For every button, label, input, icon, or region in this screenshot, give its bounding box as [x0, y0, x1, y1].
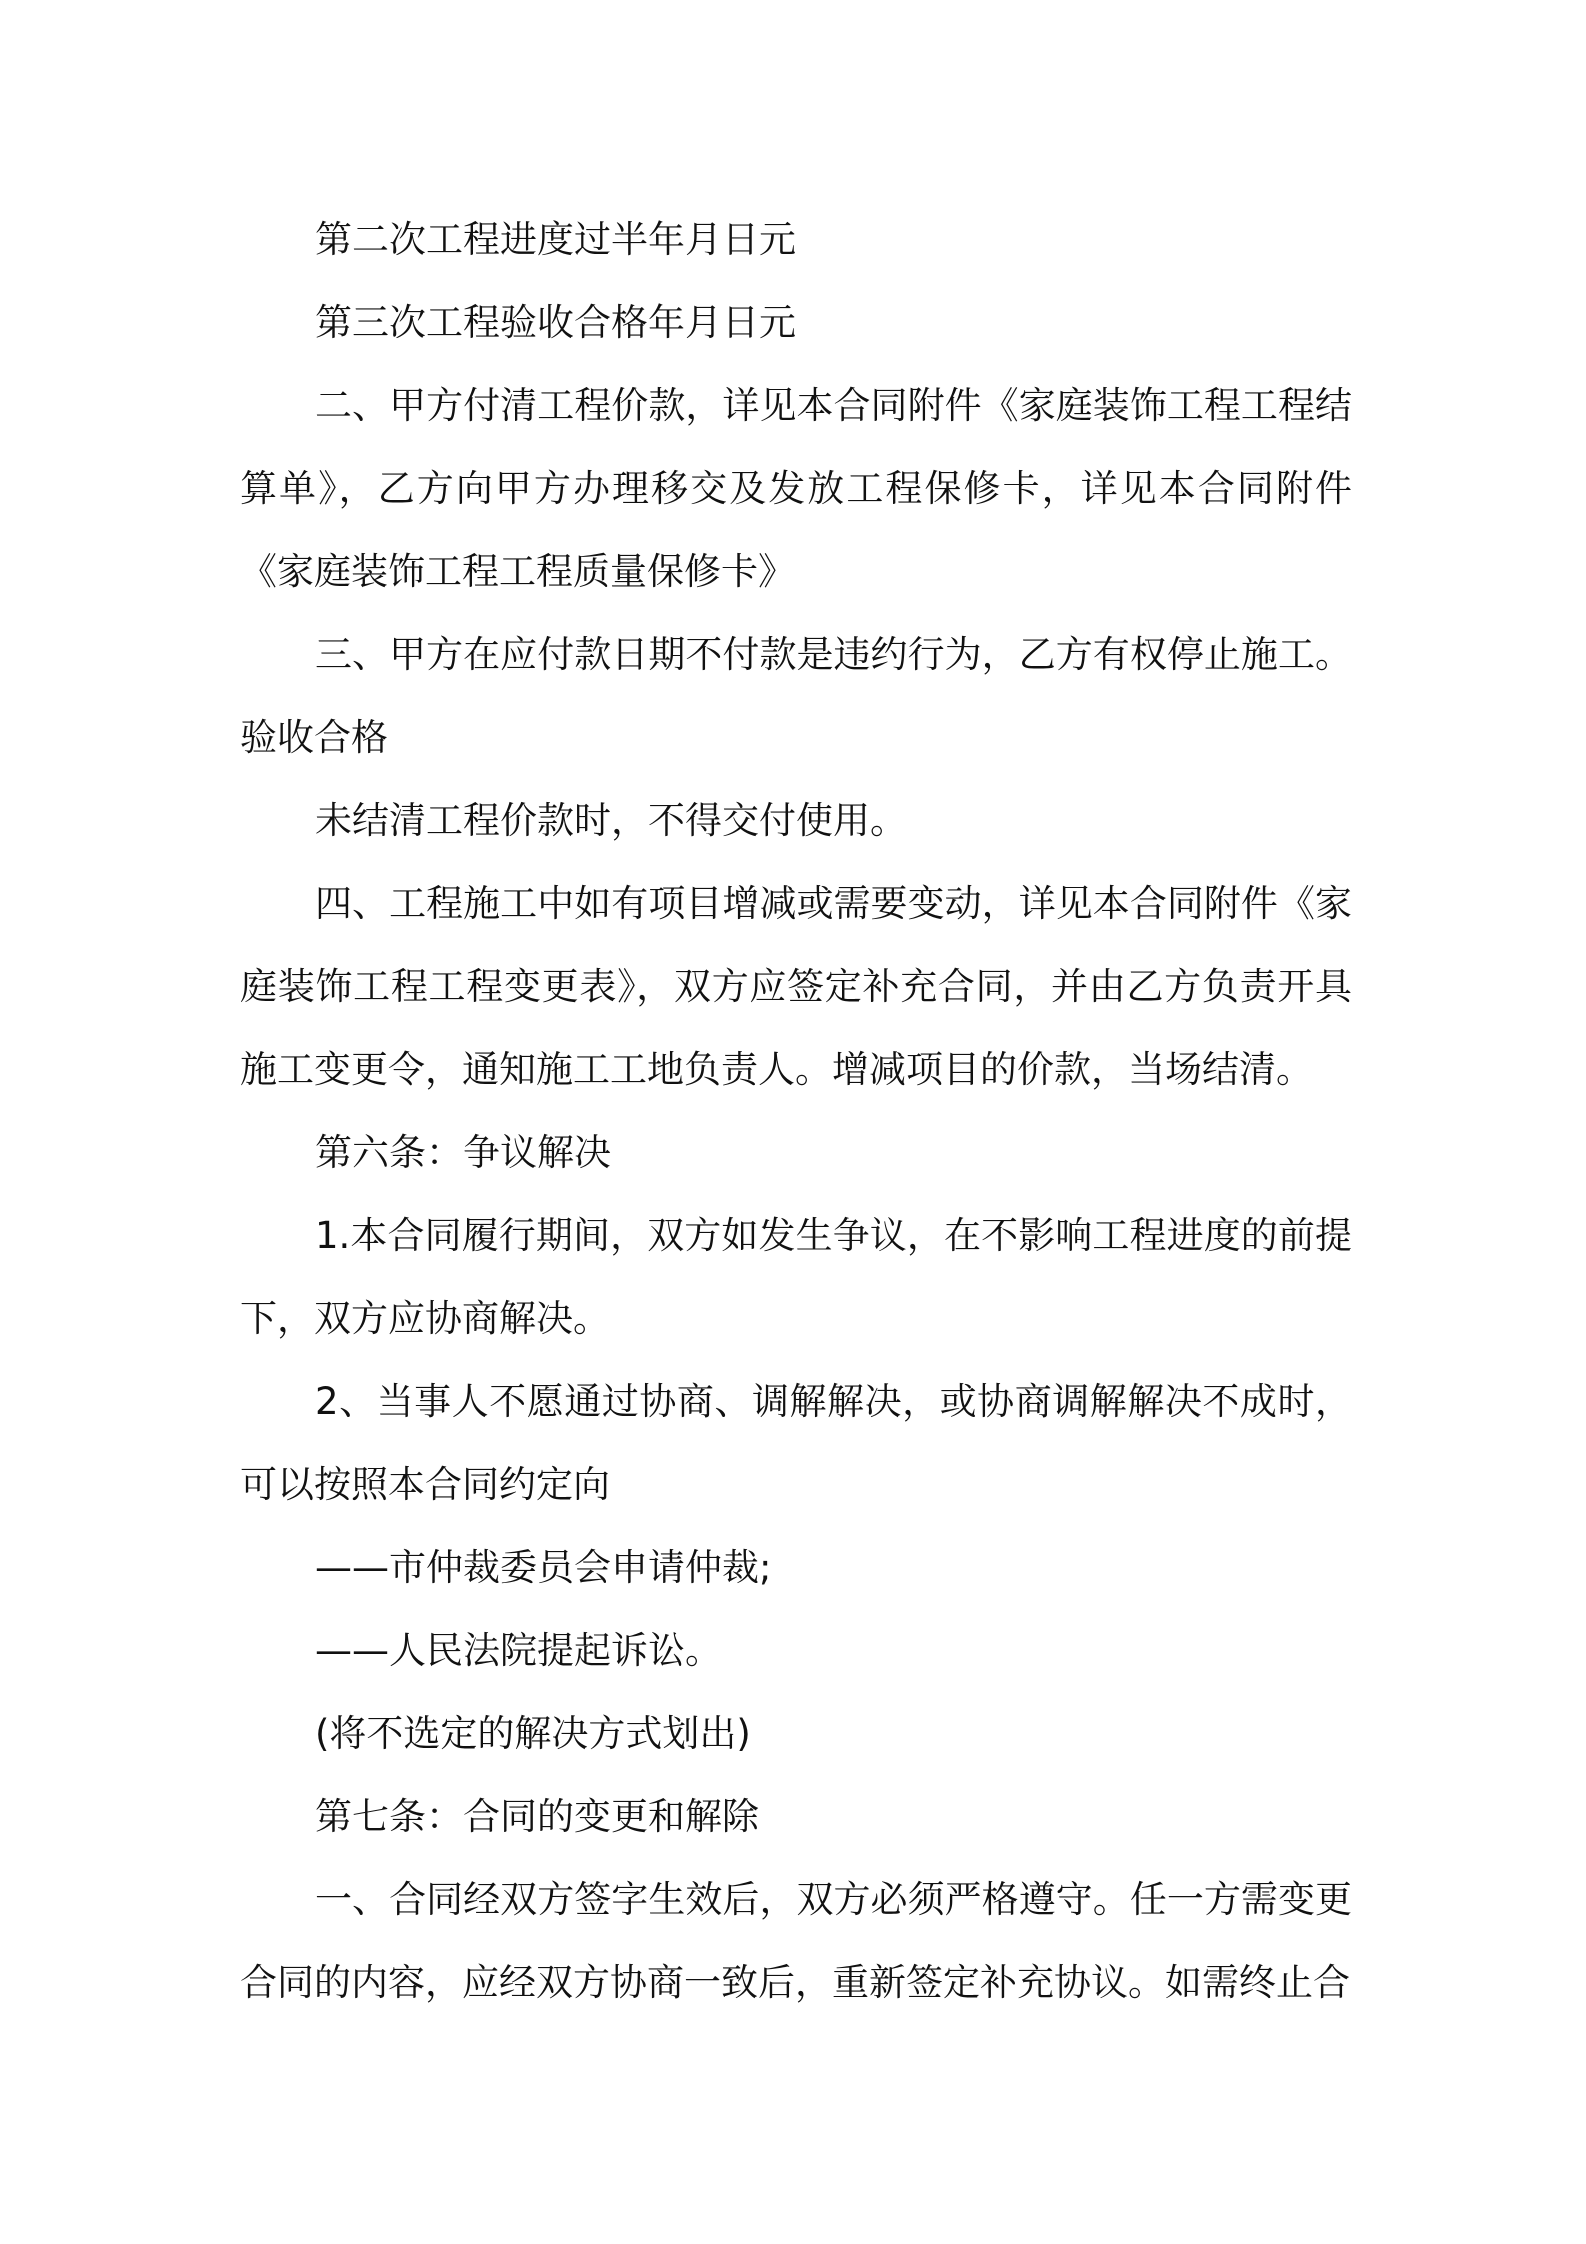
paragraph-change-one: 一、合同经双方签字生效后，双方必须严格遵守。任一方需变更合同的内容，应经双方协商一致后，重新签定补充协议。如需终止合: [240, 1878, 1352, 2004]
document-body: [240, 198, 1352, 2024]
section-heading-article-seven: 第七条：合同的变更和解除: [315, 1795, 759, 1838]
paragraph-clause-four: 四、工程施工中如有项目增减或需要变动，详见本合同附件《家庭装饰工程工程变更表》，双方应签定补充合同，并由乙方负责开具施工变更令，通知施工工地负责人。增减项目的价款，当场结清。: [240, 882, 1352, 1091]
option-litigation: ——人民法院提起诉讼。: [315, 1629, 722, 1672]
paragraph-payment-second: 第二次工程进度过半年月日元: [315, 218, 796, 261]
paragraph-clause-three: 三、甲方在应付款日期不付款是违约行为，乙方有权停止施工。验收合格: [240, 633, 1352, 759]
paragraph-clause-three-cont: 未结清工程价款时，不得交付使用。: [315, 799, 907, 842]
paragraph-dispute-one: 1.本合同履行期间，双方如发生争议，在不影响工程进度的前提下，双方应协商解决。: [240, 1214, 1352, 1340]
note-strike-out: (将不选定的解决方式划出): [315, 1712, 751, 1755]
option-arbitration: ——市仲裁委员会申请仲裁;: [315, 1546, 772, 1589]
section-heading-article-six: 第六条：争议解决: [315, 1131, 611, 1174]
paragraph-clause-two: 二、甲方付清工程价款，详见本合同附件《家庭装饰工程工程结算单》，乙方向甲方办理移交及发放工程保修卡，详见本合同附件《家庭装饰工程工程质量保修卡》: [240, 384, 1352, 593]
paragraph-payment-third: 第三次工程验收合格年月日元: [315, 301, 796, 344]
paragraph-dispute-two: 2、当事人不愿通过协商、调解解决，或协商调解解决不成时，可以按照本合同约定向: [240, 1380, 1352, 1506]
